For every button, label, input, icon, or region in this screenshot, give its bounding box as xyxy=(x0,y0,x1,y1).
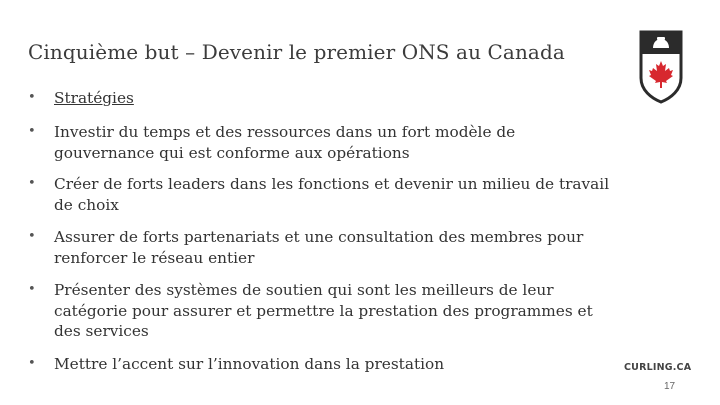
slide-title: Cinquième but – Devenir le premier ONS au Canada xyxy=(28,40,565,64)
list-item xyxy=(26,88,134,109)
bullet-text: Mettre l’accent sur l’innovation dans la prestation xyxy=(54,355,445,373)
list-item xyxy=(26,354,444,375)
bullet-dot: • xyxy=(28,90,36,105)
bullet-text: Investir du temps et des ressources dans un fort modèle de gouvernance qui est conforme aux opérations xyxy=(54,123,516,162)
list-item xyxy=(26,122,616,163)
list-item xyxy=(26,227,616,268)
list-item xyxy=(26,280,616,342)
bullet-dot: • xyxy=(28,229,36,244)
bullet-dot: • xyxy=(28,356,36,371)
curling-canada-shield-icon xyxy=(638,30,684,104)
brand-wordmark: CURLING.CA xyxy=(624,362,692,373)
page-number: 17 xyxy=(664,381,676,392)
bullet-text: Assurer de forts partenariats et une consultation des membres pour renforcer le réseau entier xyxy=(54,228,584,267)
bullet-dot: • xyxy=(28,282,36,297)
bullet-text: Présenter des systèmes de soutien qui sont les meilleurs de leur catégorie pour assurer et permettre la prestation des programmes et des services xyxy=(54,281,593,340)
bullet-text: Stratégies xyxy=(54,89,134,107)
list-item xyxy=(26,174,616,215)
bullet-text: Créer de forts leaders dans les fonctions et devenir un milieu de travail de choix xyxy=(54,175,610,214)
bullet-dot: • xyxy=(28,124,36,139)
bullet-dot: • xyxy=(28,176,36,191)
